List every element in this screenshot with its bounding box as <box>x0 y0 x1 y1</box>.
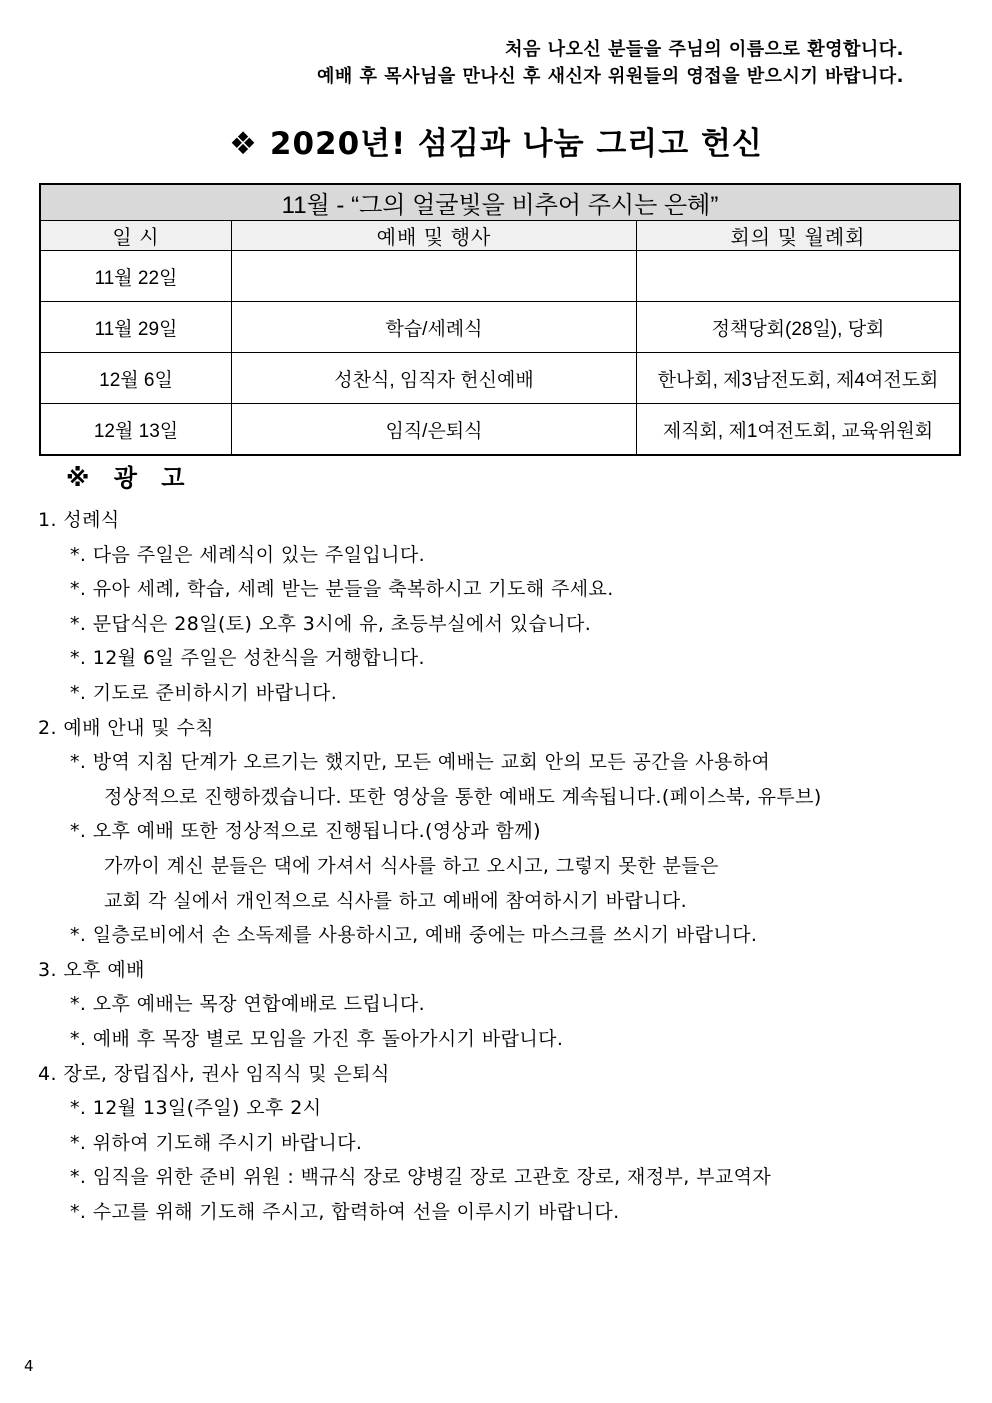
table-row <box>40 353 960 404</box>
notice-item-continuation: 정상적으로 진행하겠습니다. 또한 영상을 통한 예배도 계속됩니다.(페이스북, 유투브) <box>104 785 822 808</box>
page-title-text: 2020년! 섬김과 나눔 그리고 헌신 <box>269 126 763 162</box>
page-number: 4 <box>24 1357 34 1375</box>
notice-item: *. 방역 지침 단계가 오르기는 했지만, 모든 예배는 교회 안의 모든 공간을 사용하여 <box>70 751 771 774</box>
notice-section <box>38 953 968 1057</box>
cell-meeting: 한나회, 제3남전도회, 제4여전도회 <box>637 353 961 404</box>
welcome-message <box>317 36 904 90</box>
cell-date: 12월 6일 <box>40 353 232 404</box>
page-title <box>0 118 992 163</box>
notices-list <box>38 503 968 1229</box>
cell-worship: 임직/은퇴식 <box>232 404 637 456</box>
cell-worship <box>232 251 637 302</box>
table-row <box>40 404 960 456</box>
notice-item: *. 일층로비에서 손 소독제를 사용하시고, 예배 중에는 마스크를 쓰시기 바랍니다. <box>70 924 758 947</box>
notice-item: *. 오후 예배는 목장 연합예배로 드립니다. <box>70 993 426 1016</box>
notice-item: *. 예배 후 목장 별로 모임을 가진 후 돌아가시기 바랍니다. <box>70 1027 564 1050</box>
schedule-month-title: 11월 - “그의 얼굴빛을 비추어 주시는 은혜” <box>40 184 960 221</box>
cell-date: 11월 22일 <box>40 251 232 302</box>
diamond-icon: ❖ <box>229 126 258 162</box>
notice-item: *. 수고를 위해 기도해 주시고, 합력하여 선을 이루시기 바랍니다. <box>70 1200 620 1223</box>
notice-item: *. 오후 예배 또한 정상적으로 진행됩니다.(영상과 함께) <box>70 820 541 843</box>
notice-item-continuation: 가까이 계신 분들은 댁에 가셔서 식사를 하고 오시고, 그렇지 못한 분들은 <box>104 854 719 877</box>
cell-meeting: 제직회, 제1여전도회, 교육위원회 <box>637 404 961 456</box>
notices-heading: ※ 광 고 <box>66 464 193 492</box>
notice-item: *. 임직을 위한 준비 위원 : 백규식 장로 양병길 장로 고관호 장로, 재정부, 부교역자 <box>70 1166 772 1189</box>
welcome-line-2: 예배 후 목사님을 만나신 후 새신자 위원들의 영접을 받으시기 바랍니다. <box>317 66 904 87</box>
notice-item: *. 12월 13일(주일) 오후 2시 <box>70 1097 322 1120</box>
notice-item: *. 다음 주일은 세례식이 있는 주일입니다. <box>70 543 426 566</box>
notice-section <box>38 711 968 953</box>
schedule-header-row <box>40 221 960 251</box>
table-row <box>40 251 960 302</box>
table-row <box>40 302 960 353</box>
notice-section-heading: 2. 예배 안내 및 수칙 <box>38 716 214 739</box>
schedule-table <box>39 183 961 456</box>
notice-item: *. 유아 세례, 학습, 세례 받는 분들을 축복하시고 기도해 주세요. <box>70 578 614 601</box>
notice-section-heading: 3. 오후 예배 <box>38 958 145 981</box>
cell-worship: 학습/세례식 <box>232 302 637 353</box>
notice-item-continuation: 교회 각 실에서 개인적으로 식사를 하고 예배에 참여하시기 바랍니다. <box>104 889 688 912</box>
header-meeting: 회의 및 월례회 <box>637 221 961 251</box>
notice-item: *. 12월 6일 주일은 성찬식을 거행합니다. <box>70 647 425 670</box>
notice-section <box>38 503 968 711</box>
cell-meeting: 정책당회(28일), 당회 <box>637 302 961 353</box>
welcome-line-1: 처음 나오신 분들을 주님의 이름으로 환영합니다. <box>505 39 904 60</box>
notice-item: *. 기도로 준비하시기 바랍니다. <box>70 681 338 704</box>
notice-item: *. 문답식은 28일(토) 오후 3시에 유, 초등부실에서 있습니다. <box>70 612 592 635</box>
cell-meeting <box>637 251 961 302</box>
notice-item: *. 위하여 기도해 주시기 바랍니다. <box>70 1131 363 1154</box>
cell-date: 11월 29일 <box>40 302 232 353</box>
notice-section <box>38 1057 968 1230</box>
header-worship: 예배 및 행사 <box>232 221 637 251</box>
header-date: 일 시 <box>40 221 232 251</box>
cell-date: 12월 13일 <box>40 404 232 456</box>
cell-worship: 성찬식, 임직자 헌신예배 <box>232 353 637 404</box>
notice-section-heading: 4. 장로, 장립집사, 권사 임직식 및 은퇴식 <box>38 1062 390 1085</box>
notice-section-heading: 1. 성례식 <box>38 509 120 531</box>
schedule-month-row <box>40 184 960 221</box>
